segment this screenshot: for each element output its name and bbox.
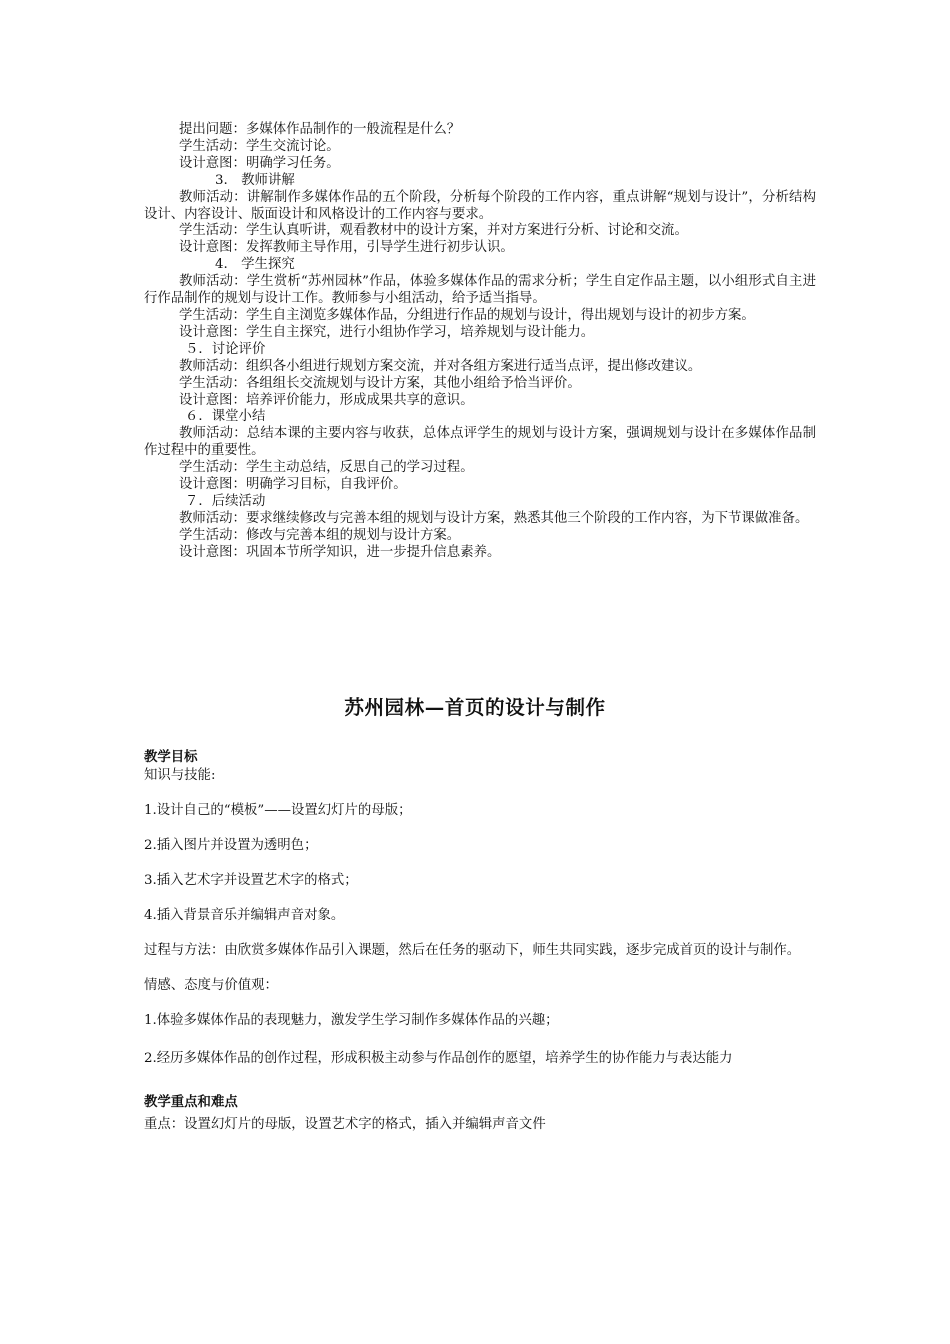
student-activity-line: 学生活动：修改与完善本组的规划与设计方案。 xyxy=(179,527,461,543)
step-heading: ７．后续活动 xyxy=(185,493,266,509)
page-title: 苏州园林—首页的设计与制作 xyxy=(344,696,606,719)
design-intent-line: 设计意图：培养评价能力，形成成果共享的意识。 xyxy=(179,392,474,408)
step-heading: ６．课堂小结 xyxy=(185,409,266,425)
lesson-steps-section xyxy=(144,122,816,562)
student-activity-line: 学生活动：学生主动总结，反思自己的学习过程。 xyxy=(179,460,474,476)
goal-item: 2.经历多媒体作品的创作过程，形成积极主动参与作品创作的愿望，培养学生的协作能力与表达能力 xyxy=(144,1051,733,1066)
student-activity-line: 学生活动：学生认真听讲，观看教材中的设计方案，并对方案进行分析、讨论和交流。 xyxy=(179,223,688,239)
knowledge-label: 知识与技能: xyxy=(144,768,216,783)
step-heading: 4. 学生探究 xyxy=(215,257,295,273)
lesson-plan-section xyxy=(144,748,816,1150)
goal-item: 2.插入图片并设置为透明色； xyxy=(144,838,318,853)
section-heading-goals: 教学目标 xyxy=(144,749,198,765)
teacher-activity-line: 教师活动：组织各小组进行规划方案交流，并对各组方案进行适当点评，提出修改建议。 xyxy=(179,358,702,374)
design-intent-line: 设计意图：学生自主探究，进行小组协作学习，培养规划与设计能力。 xyxy=(179,324,595,340)
process-method-paragraph: 过程与方法：由欣赏多媒体作品引入课题，然后在任务的驱动下，师生共同实践，逐步完成首页的设计与制作。 xyxy=(144,943,801,958)
teacher-activity-paragraph: 教师活动：总结本课的主要内容与收获，总体点评学生的规划与设计方案，强调规划与设计在多媒体作品制作过程中的重要性。 xyxy=(144,426,816,459)
design-intent-line: 设计意图：发挥教师主导作用，引导学生进行初步认识。 xyxy=(179,240,514,256)
section-heading-key-points: 教学重点和难点 xyxy=(144,1094,238,1110)
step-heading: ５．讨论评价 xyxy=(185,341,266,357)
teacher-activity-paragraph: 教师活动：学生赏析“苏州园林”作品，体验多媒体作品的需求分析；学生自定作品主题，以小组形式自主进行作品制作的规划与设计工作。教师参与小组活动，给予适当指导。 xyxy=(144,274,816,307)
design-intent-line: 设计意图：明确学习目标，自我评价。 xyxy=(179,477,407,493)
design-intent-line: 设计意图：巩固本节所学知识，进一步提升信息素养。 xyxy=(179,544,501,560)
emotion-label: 情感、态度与价值观： xyxy=(144,978,278,993)
design-intent-line: 设计意图：明确学习任务。 xyxy=(179,155,340,171)
step-heading: 3. 教师讲解 xyxy=(215,172,295,188)
goal-item: 1.体验多媒体作品的表现魅力，激发学生学习制作多媒体作品的兴趣； xyxy=(144,1013,559,1028)
teacher-activity-paragraph: 教师活动：讲解制作多媒体作品的五个阶段，分析每个阶段的工作内容，重点讲解“规划与设计”，分析结构设计、内容设计、版面设计和风格设计的工作内容与要求。 xyxy=(144,189,816,222)
teacher-activity-paragraph: 教师活动：要求继续修改与完善本组的规划与设计方案，熟悉其他三个阶段的工作内容，为下节课做准备。 xyxy=(179,510,809,526)
goal-item: 1.设计自己的“模板”——设置幻灯片的母版； xyxy=(144,803,412,818)
student-activity-line: 学生活动：各组组长交流规划与设计方案，其他小组给予恰当评价。 xyxy=(179,375,581,391)
goal-item: 4.插入背景音乐并编辑声音对象。 xyxy=(144,908,345,923)
goal-item: 3.插入艺术字并设置艺术字的格式； xyxy=(144,873,358,888)
student-activity-line: 学生活动：学生交流讨论。 xyxy=(179,138,340,154)
question-line: 提出问题：多媒体作品制作的一般流程是什么？ xyxy=(179,122,461,137)
key-point-line: 重点：设置幻灯片的母版，设置艺术字的格式，插入并编辑声音文件 xyxy=(144,1117,546,1132)
student-activity-paragraph: 学生活动：学生自主浏览多媒体作品，分组进行作品的规划与设计，得出规划与设计的初步方案。 xyxy=(179,307,755,323)
